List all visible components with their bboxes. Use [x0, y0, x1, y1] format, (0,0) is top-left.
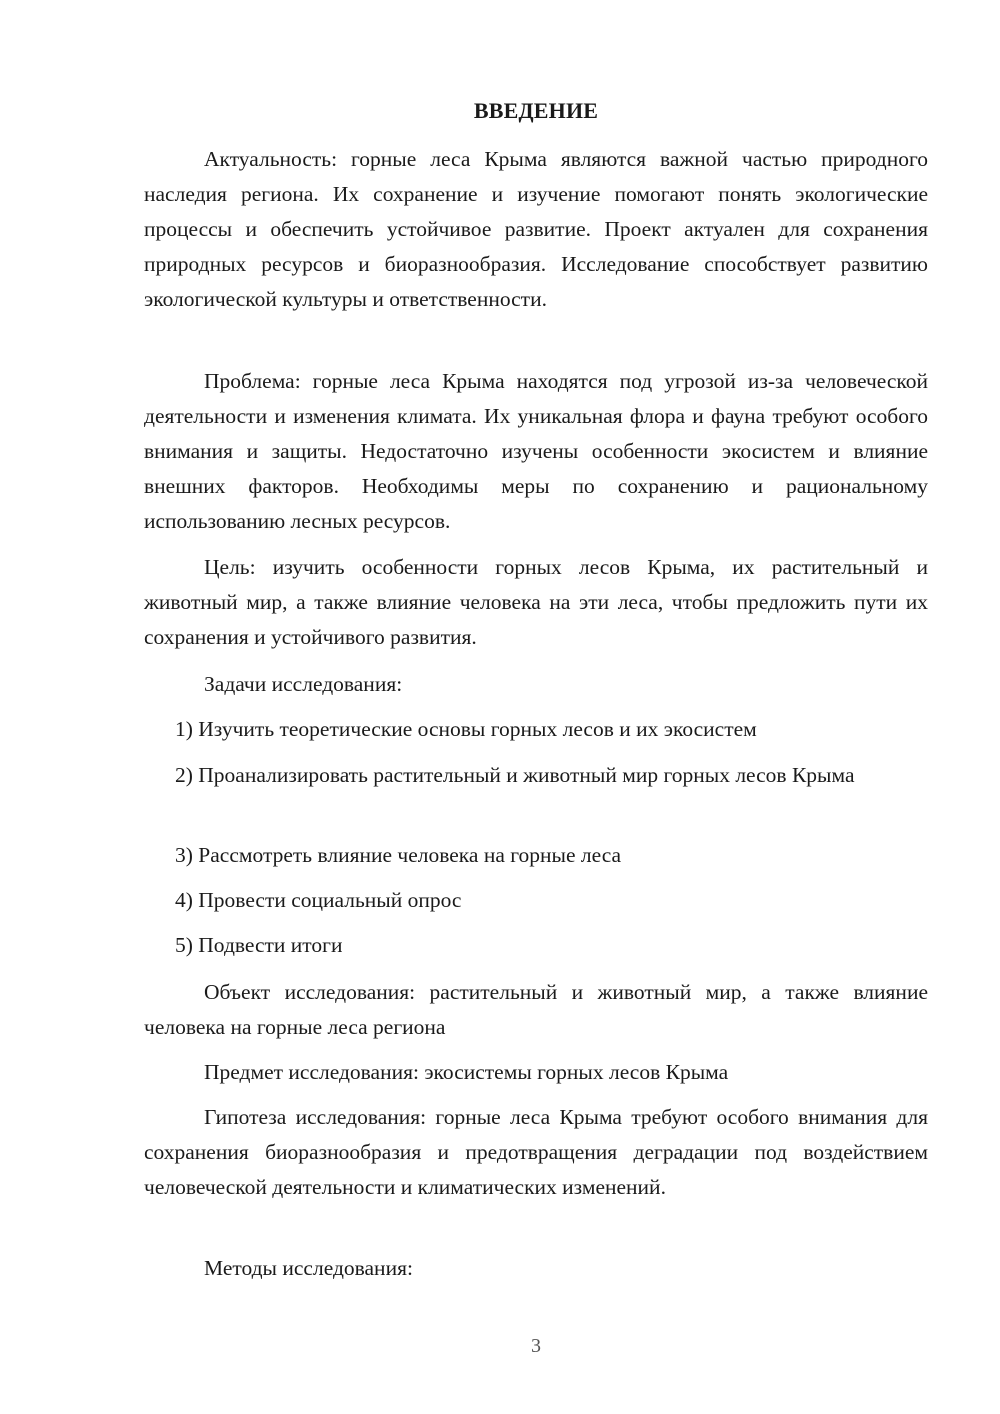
page-title: ВВЕДЕНИЕ	[473, 98, 599, 123]
hypothesis-paragraph: Гипотеза исследования: горные леса Крыма требуют особого внимания для сохранения биоразнообразия и предотвращения деградации под воздействием человеческой деятельности и климатических изменений.	[144, 1105, 928, 1199]
methods-heading: Методы исследования:	[204, 1256, 413, 1280]
task-item-1: 1) Изучить теоретические основы горных лесов и их экосистем	[175, 717, 757, 741]
object-paragraph: Объект исследования: растительный и животный мир, а также влияние человека на горные леса региона	[144, 980, 928, 1039]
task-item-5: 5) Подвести итоги	[175, 933, 343, 957]
task-item-4: 4) Провести социальный опрос	[175, 888, 462, 912]
page-number: 3	[531, 1335, 541, 1357]
subject-paragraph: Предмет исследования: экосистемы горных лесов Крыма	[204, 1060, 729, 1084]
problem-paragraph: Проблема: горные леса Крыма находятся под угрозой из-за человеческой деятельности и изменения климата. Их уникальная флора и фауна требуют особого внимания и защиты. Недостаточно изучены особенности экосистем и влияние внешних факторов. Необходимы меры по сохранению и рациональному использованию лесных ресурсов.	[144, 369, 928, 533]
tasks-heading: Задачи исследования:	[204, 672, 403, 696]
goal-paragraph: Цель: изучить особенности горных лесов Крыма, их растительный и животный мир, а также влияние человека на эти леса, чтобы предложить пути их сохранения и устойчивого развития.	[144, 555, 928, 649]
task-item-3: 3) Рассмотреть влияние человека на горные леса	[175, 843, 622, 867]
relevance-paragraph: Актуальность: горные леса Крыма являются важной частью природного наследия региона. Их сохранение и изучение помогают понять экологические процессы и обеспечить устойчивое развитие. Проект актуален для сохранения природных ресурсов и биоразнообразия. Исследование способствует развитию экологической культуры и ответственности.	[144, 147, 928, 311]
task-item-2: 2) Проанализировать растительный и животный мир горных лесов Крыма	[175, 763, 855, 787]
